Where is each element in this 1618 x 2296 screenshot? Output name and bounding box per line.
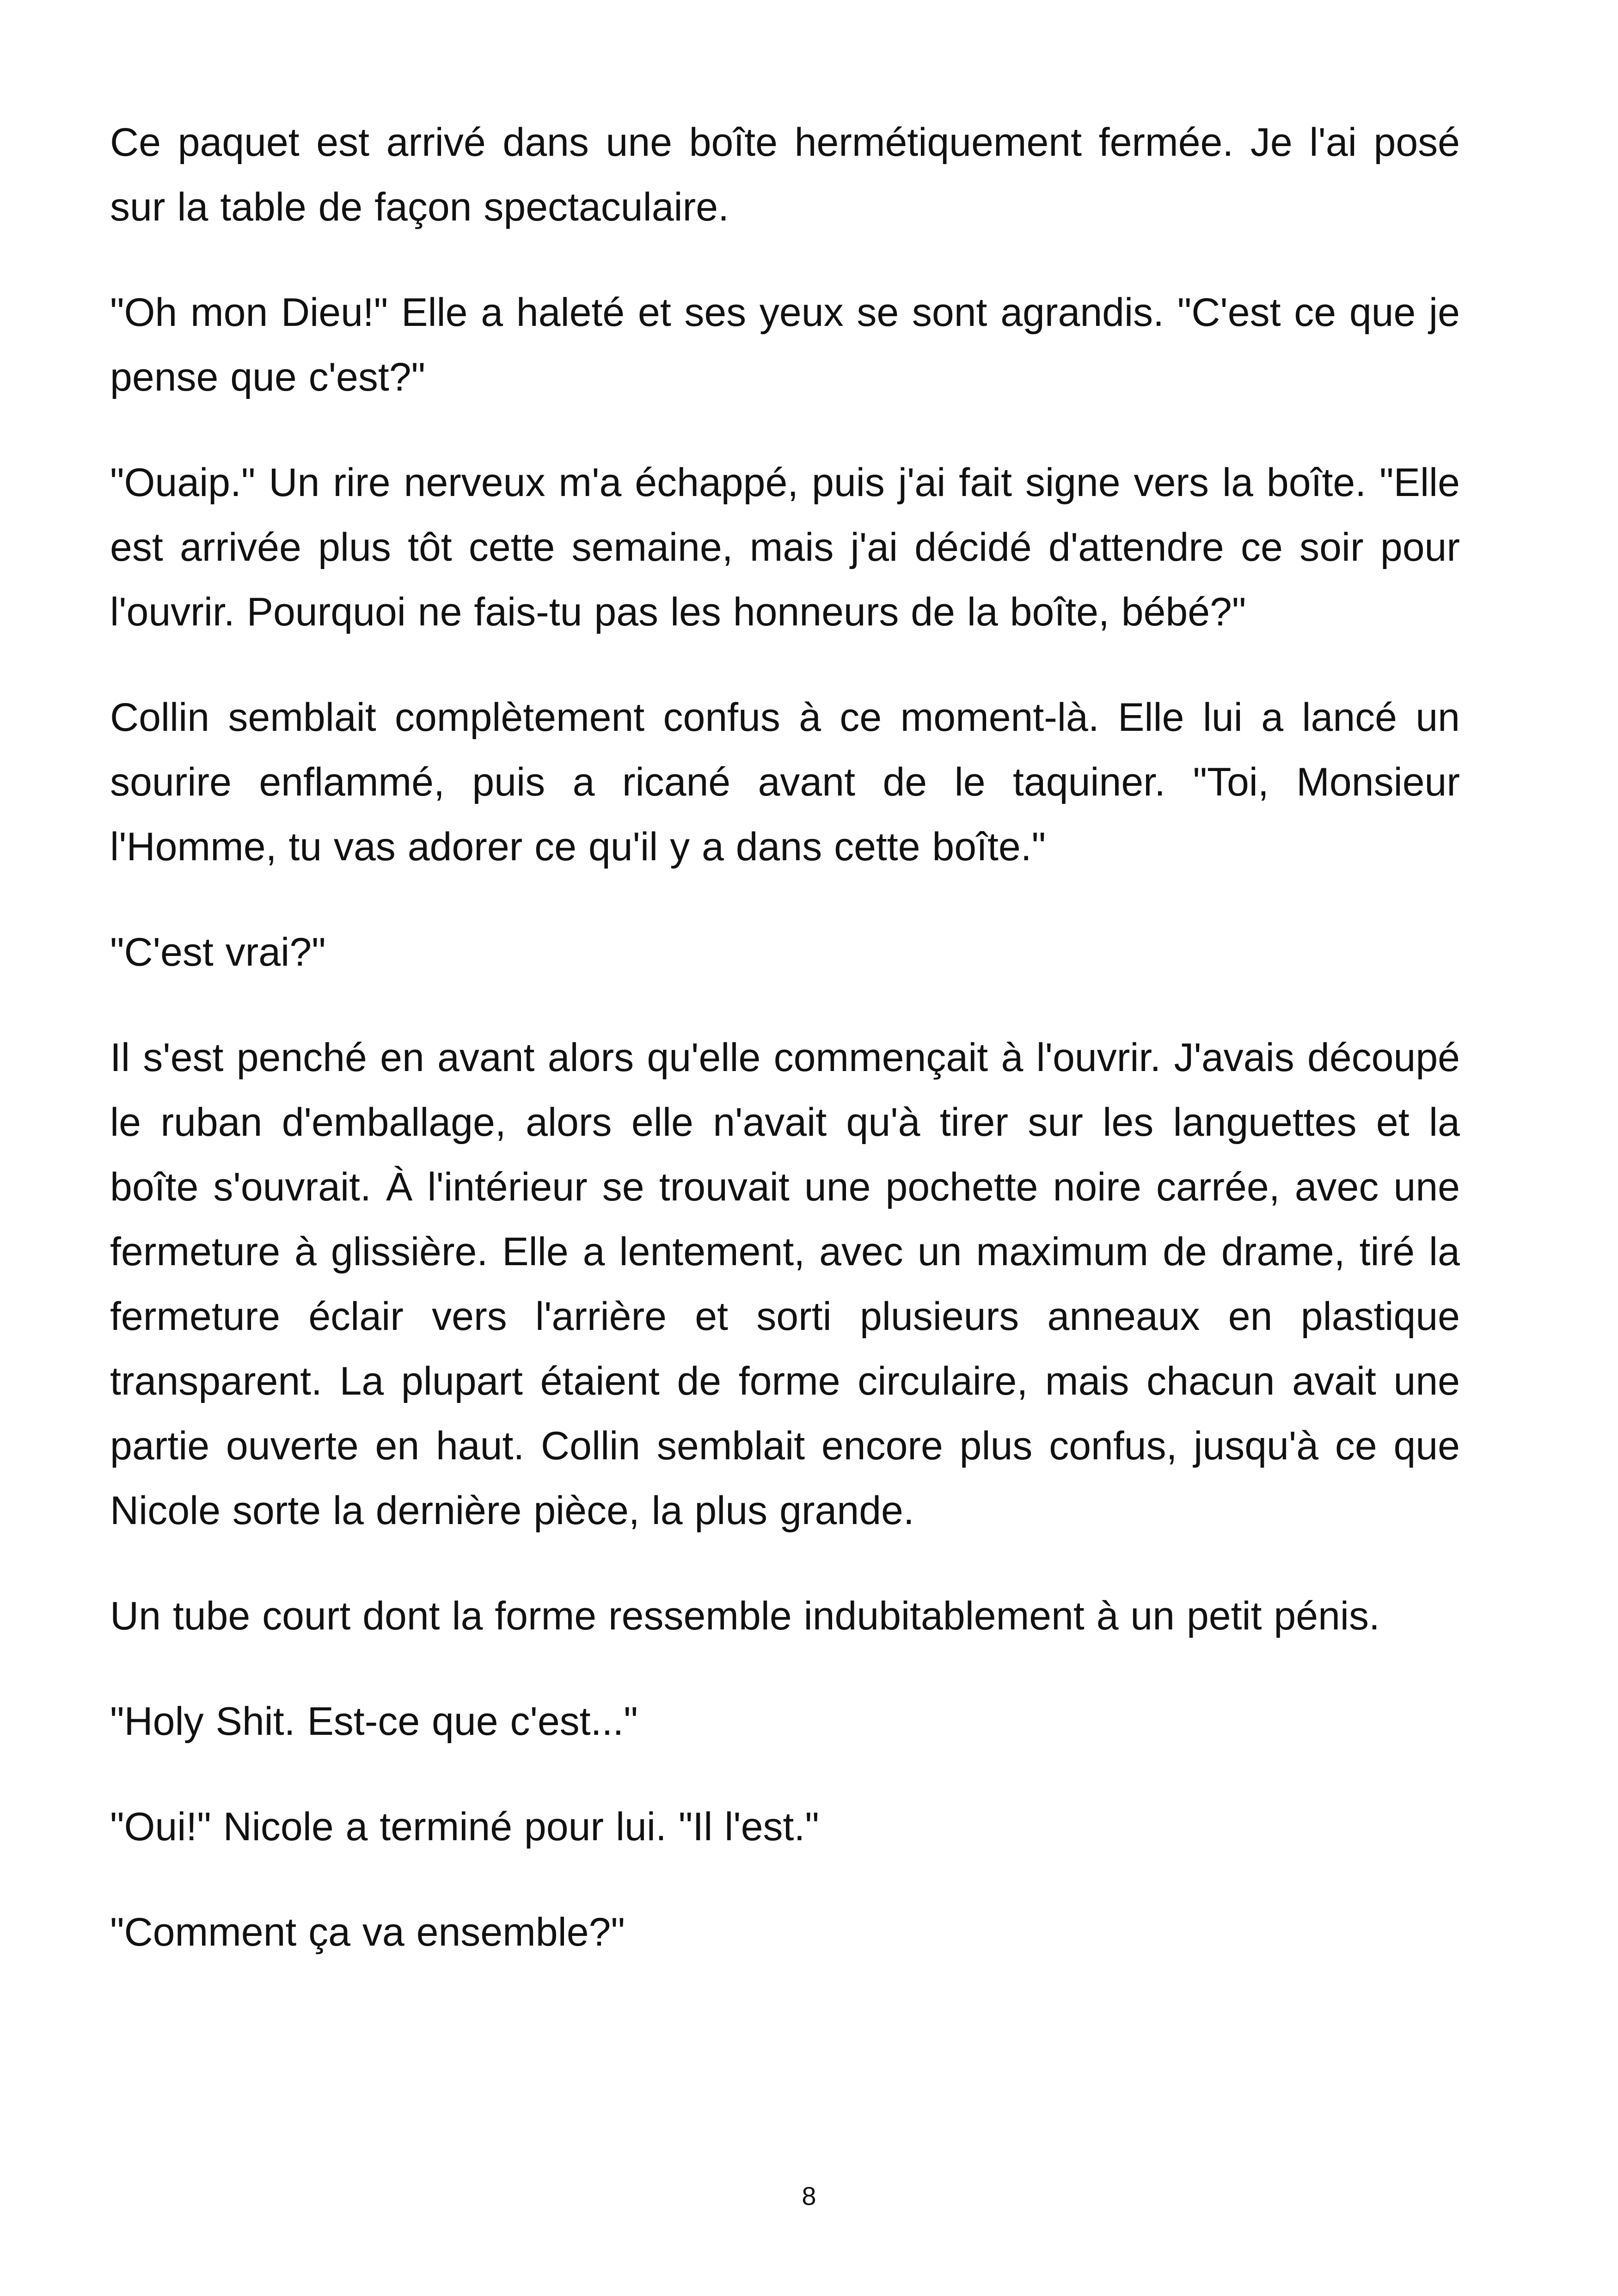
paragraph: Un tube court dont la forme ressemble indubitablement à un petit pénis. [110,1594,1380,1638]
page-number: 8 [802,2181,816,2210]
text-body [110,110,1460,2005]
paragraph: Ce paquet est arrivé dans une boîte hermétiquement fermée. Je l'ai posé sur la table de façon spectaculaire. [110,120,1460,229]
paragraph: "Oh mon Dieu!" Elle a haleté et ses yeux se sont agrandis. "C'est ce que je pense que c'est?" [110,290,1460,399]
paragraph: "Comment ça va ensemble?" [110,1910,625,1954]
paragraph: "C'est vrai?" [110,930,326,974]
paragraph: "Holy Shit. Est-ce que c'est..." [110,1699,638,1744]
paragraph: "Oui!" Nicole a terminé pour lui. "Il l'est." [110,1805,819,1849]
paragraph: Il s'est penché en avant alors qu'elle commençait à l'ouvrir. J'avais découpé le ruban d'emballage, alors elle n'avait qu'à tirer sur les languettes et la boîte s'ouvrait. À l'intérieur se trouvait une pochette noire carrée, avec une fermeture à glissière. Elle a lentement, avec un maximum de drame, tiré la fermeture éclair vers l'arrière et sorti plusieurs anneaux en plastique transparent. La plupart étaient de forme circulaire, mais chacun avait une partie ouverte en haut. Collin semblait encore plus confus, jusqu'à ce que Nicole sorte la dernière pièce, la plus grande. [110,1035,1460,1533]
paragraph: Collin semblait complètement confus à ce moment-là. Elle lui a lancé un sourire enflammé, puis a ricané avant de le taquiner. "Toi, Monsieur l'Homme, tu vas adorer ce qu'il y a dans cette boîte." [110,695,1460,869]
paragraph: "Ouaip." Un rire nerveux m'a échappé, puis j'ai fait signe vers la boîte. "Elle est arrivée plus tôt cette semaine, mais j'ai décidé d'attendre ce soir pour l'ouvrir. Pourquoi ne fais-tu pas les honneurs de la boîte, bébé?" [110,460,1460,634]
